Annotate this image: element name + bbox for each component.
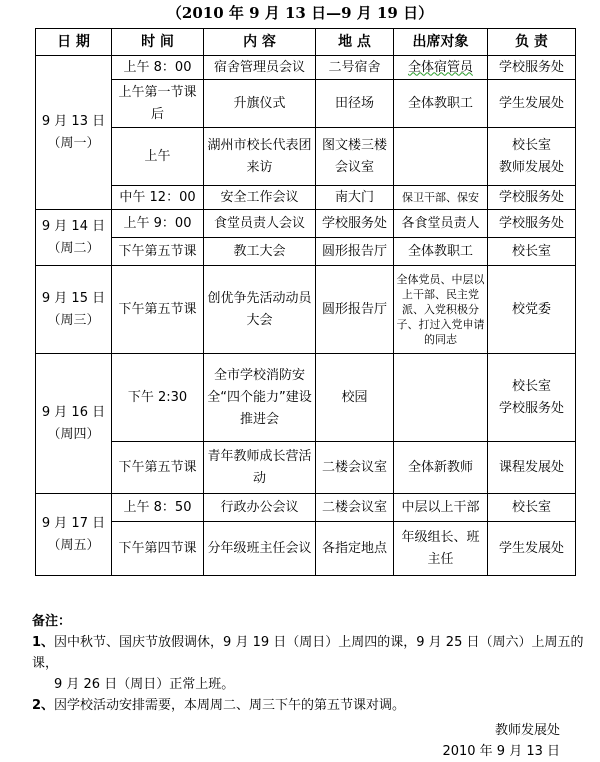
note-item (32, 632, 592, 674)
header-place: 地 点 (316, 29, 394, 56)
signature-dept: 教师发展处 (494, 723, 560, 738)
place-cell: 二楼会议室 (316, 442, 394, 494)
time-cell: 上午 (112, 128, 204, 186)
owner-cell: 课程发展处 (488, 442, 576, 494)
date-cell (36, 210, 112, 266)
content-cell: 行政办公会议 (204, 494, 316, 522)
weekday-text: （周一） (47, 135, 100, 151)
note-item (32, 695, 592, 716)
content-cell: 青年教师成长营活动 (204, 442, 316, 494)
table-row (36, 128, 576, 186)
table-row (36, 494, 576, 522)
owner-cell: 校长室 (488, 238, 576, 266)
owner-cell: 校长室 (488, 494, 576, 522)
attendees-cell: 中层以上干部 (394, 494, 488, 522)
time-cell: 中午 12：00 (112, 186, 204, 210)
signature-date: 2010 年 9 月 13 日 (442, 744, 560, 759)
schedule-table (35, 28, 576, 576)
place-cell: 南大门 (316, 186, 394, 210)
attendees-cell: 全体教职工 (394, 80, 488, 128)
date-text: 9 月 17 日 (41, 515, 106, 531)
signature-block (442, 720, 560, 762)
attendees-cell (394, 354, 488, 442)
table-row (36, 354, 576, 442)
place-cell: 图文楼三楼会议室 (316, 128, 394, 186)
note-continuation: 9 月 26 日（周日）正常上班。 (54, 677, 235, 692)
content-cell: 食堂员责人会议 (204, 210, 316, 238)
owner-cell: 校党委 (488, 266, 576, 354)
date-cell (36, 494, 112, 576)
date-cell (36, 354, 112, 494)
time-cell: 上午 8：00 (112, 56, 204, 80)
place-cell: 圆形报告厅 (316, 266, 394, 354)
weekday-text: （周三） (47, 312, 100, 328)
header-time: 时 间 (112, 29, 204, 56)
time-cell: 上午 8：50 (112, 494, 204, 522)
place-cell: 各指定地点 (316, 522, 394, 576)
attendees-cell (394, 56, 488, 80)
place-cell: 二号宿舍 (316, 56, 394, 80)
place-cell: 圆形报告厅 (316, 238, 394, 266)
time-cell: 下午第四节课 (112, 522, 204, 576)
table-row (36, 80, 576, 128)
attendees-text: 全体宿管员 (407, 59, 473, 75)
table-row (36, 210, 576, 238)
page-title: （2010 年 9 月 13 日—9 月 19 日） (166, 4, 434, 22)
note-text: 因中秋节、国庆节放假调休，9 月 19 日（周日）上周四的课，9 月 25 日（周六）上周五的课， (32, 635, 584, 671)
note-text: 因学校活动安排需要，本周周二、周三下午的第五节课对调。 (54, 698, 406, 713)
owner-cell: 学校服务处 (488, 186, 576, 210)
date-cell (36, 266, 112, 354)
owner-cell: 学生发展处 (488, 80, 576, 128)
table-row (36, 442, 576, 494)
date-text: 9 月 14 日 (41, 218, 106, 234)
date-cell (36, 56, 112, 210)
content-cell: 宿舍管理员会议 (204, 56, 316, 80)
content-cell: 教工大会 (204, 238, 316, 266)
content-cell: 全市学校消防安全“四个能力”建设推进会 (204, 354, 316, 442)
owner-cell: 校长室 教师发展处 (488, 128, 576, 186)
header-content: 内 容 (204, 29, 316, 56)
attendees-cell: 全体教职工 (394, 238, 488, 266)
date-text: 9 月 16 日 (41, 404, 106, 420)
place-cell: 二楼会议室 (316, 494, 394, 522)
time-cell: 上午第一节课后 (112, 80, 204, 128)
attendees-cell: 保卫干部、保安 (394, 186, 488, 210)
owner-cell: 学校服务处 (488, 56, 576, 80)
content-cell: 安全工作会议 (204, 186, 316, 210)
notes-section (32, 611, 592, 716)
header-owner: 负 责 (488, 29, 576, 56)
owner-cell: 学校服务处 (488, 210, 576, 238)
content-cell: 分年级班主任会议 (204, 522, 316, 576)
table-row (36, 266, 576, 354)
attendees-cell: 各食堂员责人 (394, 210, 488, 238)
weekday-text: （周四） (47, 426, 100, 442)
weekday-text: （周二） (47, 240, 100, 256)
note-number: 1、 (32, 635, 55, 650)
attendees-cell: 全体新教师 (394, 442, 488, 494)
table-row (36, 238, 576, 266)
attendees-cell: 全体党员、中层以上干部、民主党派、入党积极分子、打过入党申请的同志 (394, 266, 488, 354)
place-cell: 校园 (316, 354, 394, 442)
place-cell: 田径场 (316, 80, 394, 128)
table-row (36, 56, 576, 80)
header-row (36, 29, 576, 56)
owner-cell: 学生发展处 (488, 522, 576, 576)
time-cell: 下午第五节课 (112, 238, 204, 266)
place-cell: 学校服务处 (316, 210, 394, 238)
owner-cell: 校长室 学校服务处 (488, 354, 576, 442)
attendees-cell: 年级组长、班主任 (394, 522, 488, 576)
time-cell: 下午第五节课 (112, 442, 204, 494)
time-cell: 上午 9：00 (112, 210, 204, 238)
content-cell: 升旗仪式 (204, 80, 316, 128)
time-cell: 下午第五节课 (112, 266, 204, 354)
attendees-cell (394, 128, 488, 186)
content-cell: 创优争先活动动员大会 (204, 266, 316, 354)
table-row (36, 186, 576, 210)
table-row (36, 522, 576, 576)
content-cell: 湖州市校长代表团来访 (204, 128, 316, 186)
time-cell: 下午 2:30 (112, 354, 204, 442)
header-date: 日 期 (36, 29, 112, 56)
notes-heading: 备注： (32, 614, 72, 629)
note-number: 2、 (32, 698, 55, 713)
header-attendees: 出席对象 (394, 29, 488, 56)
date-text: 9 月 13 日 (41, 113, 106, 129)
date-text: 9 月 15 日 (41, 290, 106, 306)
weekday-text: （周五） (47, 537, 100, 553)
